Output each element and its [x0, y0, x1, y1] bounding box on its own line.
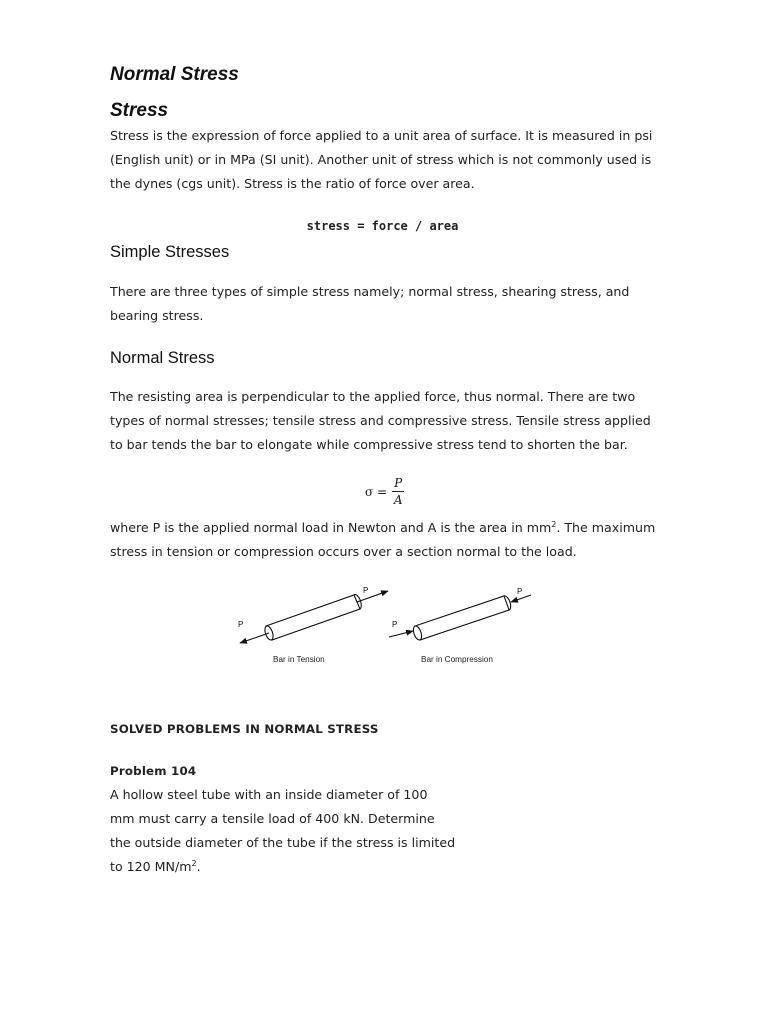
bar-diagram-figure [232, 582, 532, 672]
where-paragraph [110, 516, 655, 564]
compression-arrow-left [389, 631, 413, 637]
normal-line-3: to bar tends the bar to elongate while compressive stress tend to shorten the bar. [110, 437, 628, 452]
tension-load-left: P [238, 620, 244, 629]
stress-paragraph [110, 124, 652, 196]
formula-fraction [392, 476, 404, 507]
simple-line-1: There are three types of simple stress namely; normal stress, shearing stress, and [110, 284, 630, 299]
normal-stress-paragraph [110, 385, 651, 457]
problem-line-4-sup: 2 [191, 858, 197, 868]
normal-stress-heading: Normal Stress [110, 349, 215, 367]
compression-bar [389, 587, 531, 641]
normal-stress-formula [365, 476, 404, 507]
where-line-1 [110, 516, 655, 540]
formula-denominator: A [393, 493, 403, 507]
simple-stresses-paragraph [110, 280, 629, 328]
formula-numerator: P [394, 476, 403, 490]
where-line-1-text: where P is the applied normal load in Newton and A is the area in mm [110, 520, 552, 535]
solved-heading: SOLVED PROBLEMS IN NORMAL STRESS [110, 722, 379, 736]
problem-title: Problem 104 [110, 764, 197, 778]
compression-arrow-right [511, 595, 531, 602]
compression-load-right: P [517, 587, 523, 596]
problem-line-1: A hollow steel tube with an inside diameter of 100 [110, 787, 428, 802]
page-title: Normal Stress [110, 64, 239, 85]
stress-line-3: the dynes (cgs unit). Stress is the ratio of force over area. [110, 176, 475, 191]
tension-arrow-left [240, 633, 269, 643]
tension-bar [238, 586, 388, 643]
stress-formula: stress = force / area [306, 219, 459, 233]
problem-line-3: the outside diameter of the tube if the stress is limited [110, 835, 456, 850]
compression-load-left: P [392, 620, 398, 629]
stress-line-1: Stress is the expression of force applied to a unit area of surface. It is measured in psi [110, 128, 653, 143]
simple-stresses-heading: Simple Stresses [110, 243, 230, 261]
problem-statement [110, 783, 455, 879]
normal-line-2: types of normal stresses; tensile stress and compressive stress. Tensile stress applied [110, 413, 651, 428]
where-line-2: stress in tension or compression occurs over a section normal to the load. [110, 544, 577, 559]
stress-line-2: (English unit) or in MPa (SI unit). Another unit of stress which is not commonly used is [110, 152, 652, 167]
tension-caption: Bar in Tension [273, 655, 325, 664]
problem-line-2: mm must carry a tensile load of 400 kN. Determine [110, 811, 435, 826]
tension-load-right: P [363, 586, 369, 595]
where-line-1-sup: 2 [551, 519, 557, 529]
simple-line-2: bearing stress. [110, 308, 204, 323]
problem-line-4-end: . [196, 859, 201, 874]
compression-caption: Bar in Compression [421, 655, 493, 664]
normal-line-1: The resisting area is perpendicular to the applied force, thus normal. There are two [110, 389, 636, 404]
formula-lhs: σ = [365, 485, 388, 499]
where-line-1-end: . The maximum [556, 520, 656, 535]
problem-line-4-text: to 120 MN/m [110, 859, 192, 874]
stress-heading: Stress [110, 100, 169, 121]
problem-line-4 [110, 855, 455, 879]
tension-arrow-right [357, 591, 388, 602]
